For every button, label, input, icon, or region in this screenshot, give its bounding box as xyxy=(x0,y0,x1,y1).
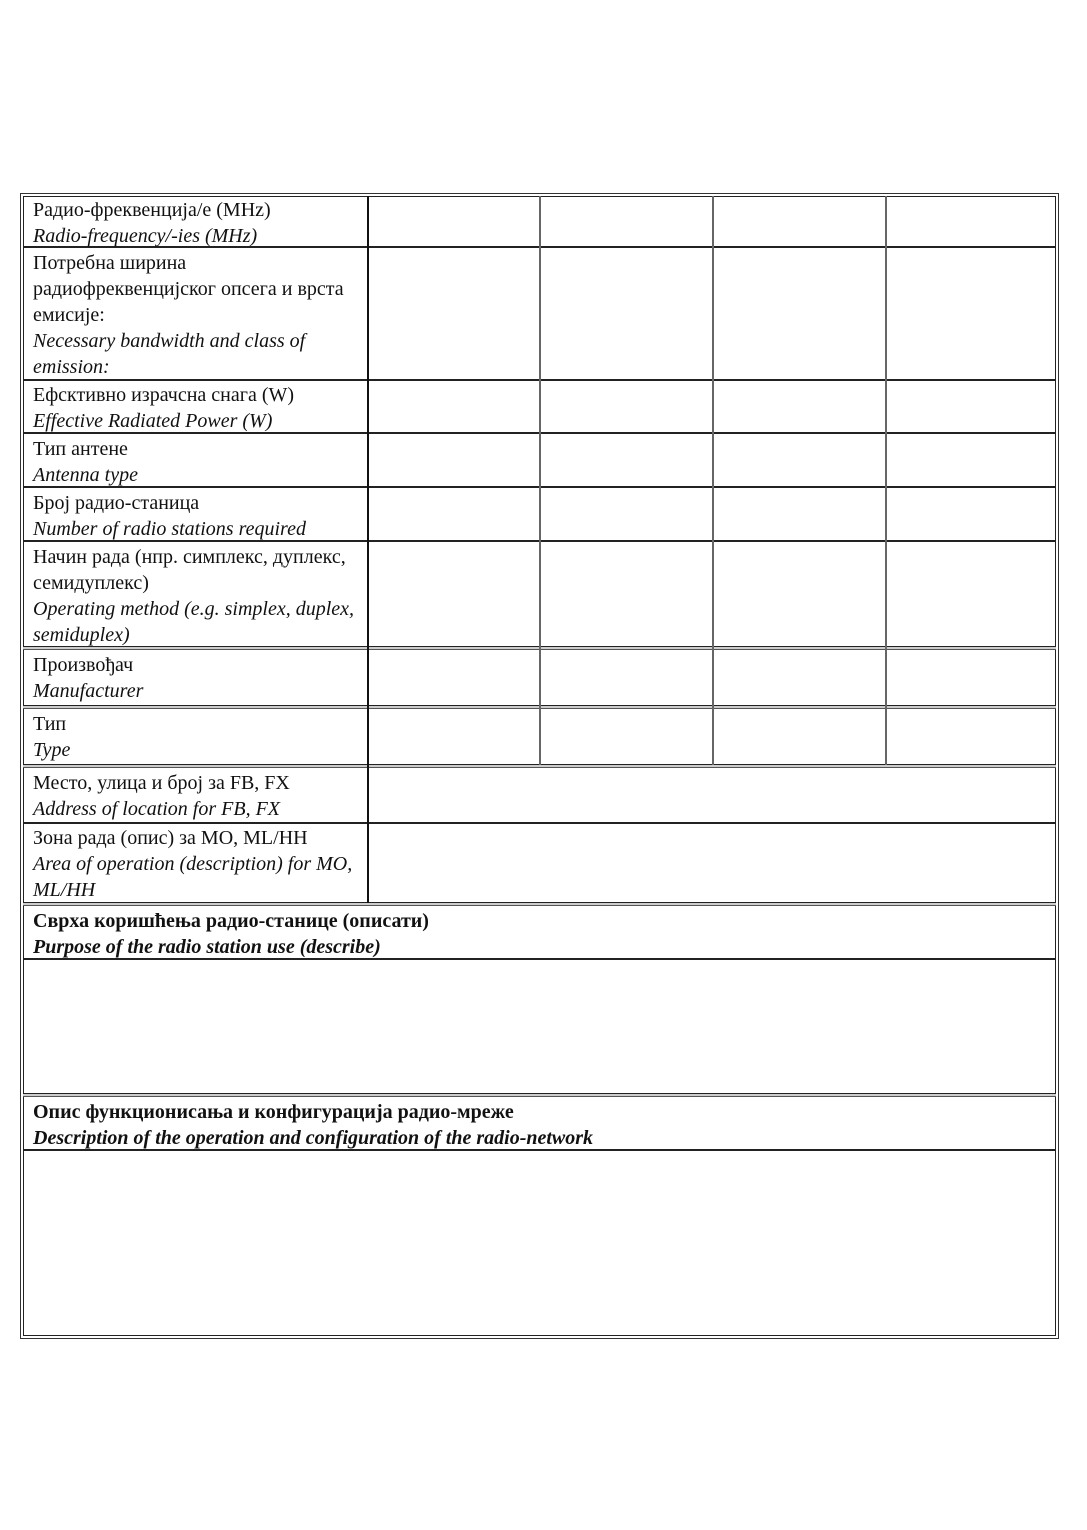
label-en: Antenna type xyxy=(33,464,138,486)
section-purpose-header xyxy=(33,908,1043,960)
label-antenna-type xyxy=(33,436,363,488)
section-network-description-header xyxy=(33,1099,1043,1151)
label-number-of-stations xyxy=(33,490,363,542)
network-description-input-area[interactable] xyxy=(25,1152,1054,1334)
label-sr: Место, улица и број за FB, FX xyxy=(33,772,290,794)
label-en: Manufacturer xyxy=(33,680,144,702)
section-sr: Опис функционисања и конфигурација радио-мреже xyxy=(33,1101,514,1123)
label-en: Area of operation (description) for MO, ML/HH xyxy=(33,853,353,901)
row-divider xyxy=(23,1093,1056,1097)
label-en: Necessary bandwidth and class of emission: xyxy=(33,330,306,378)
label-address xyxy=(33,770,363,822)
label-sr: Ефсктивно израчсна снага (W) xyxy=(33,384,295,406)
label-erp xyxy=(33,382,363,434)
label-bandwidth-emission xyxy=(33,250,363,380)
column-divider xyxy=(539,196,541,765)
label-radio-frequency xyxy=(33,197,363,249)
row-divider xyxy=(23,822,1056,824)
purpose-input-area[interactable] xyxy=(25,961,1054,1092)
label-sr: Произвођач xyxy=(33,654,134,676)
label-manufacturer xyxy=(33,652,363,704)
section-en: Purpose of the radio station use (describe) xyxy=(33,936,381,958)
column-divider xyxy=(712,196,714,765)
label-type xyxy=(33,711,363,763)
label-area-of-operation xyxy=(33,825,363,903)
label-sr: Зона рада (опис) за MO, ML/HH xyxy=(33,827,308,849)
label-sr: Тип xyxy=(33,713,67,735)
label-en: Effective Radiated Power (W) xyxy=(33,410,273,432)
label-sr: Број радио-станица xyxy=(33,492,200,514)
section-sr: Сврха коришћења радио-станице (описати) xyxy=(33,910,429,932)
label-sr: Потребна ширина радиофреквенцијског опсега и врста емисије: xyxy=(33,252,344,326)
column-divider xyxy=(885,196,887,765)
label-sr: Начин рада (нпр. симплекс, дуплекс, семидуплекс) xyxy=(33,546,346,594)
label-operating-method xyxy=(33,544,363,648)
label-en: Radio-frequency/-ies (MHz) xyxy=(33,225,258,247)
label-sr: Радио-фреквенција/е (MHz) xyxy=(33,199,271,221)
label-en: Type xyxy=(33,739,71,761)
label-en: Address of location for FB, FX xyxy=(33,798,281,820)
label-en: Operating method (e.g. simplex, duplex, semiduplex) xyxy=(33,598,355,646)
label-en: Number of radio stations required xyxy=(33,518,306,540)
section-en: Description of the operation and configuration of the radio-network xyxy=(33,1127,594,1149)
column-divider xyxy=(367,196,369,903)
label-sr: Тип антене xyxy=(33,438,128,460)
